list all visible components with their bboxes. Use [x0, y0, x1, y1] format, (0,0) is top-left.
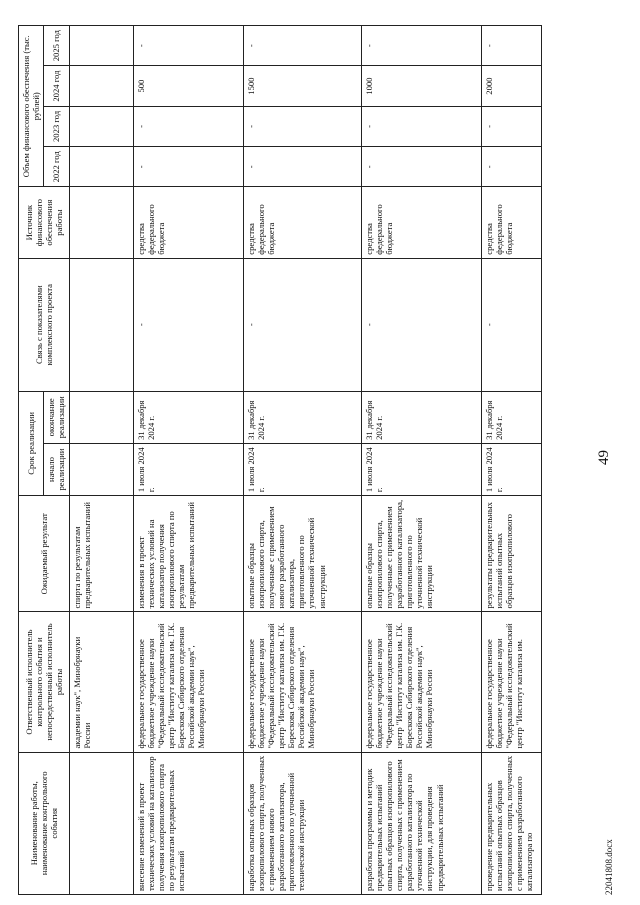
cell-2023: -: [361, 106, 481, 146]
header-end: окончание реализации: [44, 391, 69, 443]
cell-2022: -: [133, 147, 243, 187]
cell-2025: -: [481, 26, 541, 66]
header-link: Связь с показателями комплексного проекта: [19, 258, 70, 391]
cell-name: проведение предварительных испытаний опытных образцов изопропилового спирта, полученных с применением разработанного катализатора по: [481, 752, 541, 894]
cell-executor: академии наук", Минобрнауки России: [69, 612, 133, 752]
cell-2024: 1000: [361, 66, 481, 106]
cell-link: [69, 258, 133, 391]
cell-executor: федеральное государственное бюджетное учреждение науки "Федеральный исследовательский центр "Институт катализа им.: [481, 612, 541, 752]
cell-link: -: [133, 258, 243, 391]
table-row: [361, 26, 481, 895]
cell-2025: -: [133, 26, 243, 66]
cell-result: спирта по результатам предварительных испытаний: [69, 496, 133, 612]
cell-result: изменения в проект технических условий на катализатор получения изопропилового спирта по результатам предварительных испытаний: [133, 496, 243, 612]
cell-2022: -: [481, 147, 541, 187]
cell-start: 1 июля 2024 г.: [481, 443, 541, 495]
cell-2025: -: [361, 26, 481, 66]
cell-2024: 1500: [243, 66, 361, 106]
cell-2023: -: [243, 106, 361, 146]
cell-2025: [69, 26, 133, 66]
cell-2023: -: [481, 106, 541, 146]
header-start: начало реализации: [44, 443, 69, 495]
cell-2022: -: [361, 147, 481, 187]
cell-2024: [69, 66, 133, 106]
cell-2023: -: [133, 106, 243, 146]
header-2022: 2022 год: [44, 147, 69, 187]
work-plan-table: [18, 25, 542, 895]
cell-end: 31 декабря 2024 г.: [133, 391, 243, 443]
cell-executor: федеральное государственное бюджетное учреждение науки "Федеральный исследовательский центр "Институт катализа им. Г.К. Борескова Сибирского отделения Российской академии наук", Минобрнауки России: [361, 612, 481, 752]
cell-start: 1 июля 2024 г.: [243, 443, 361, 495]
cell-source: [69, 187, 133, 258]
header-result: Ожидаемый результат: [19, 496, 70, 612]
cell-source: средства федерального бюджета: [133, 187, 243, 258]
cell-link: -: [361, 258, 481, 391]
cell-link: -: [243, 258, 361, 391]
cell-result: результаты предварительных испытаний опытных образцов изопропилового: [481, 496, 541, 612]
cell-result: опытные образцы изопропилового спирта, полученные с применением нового разработанного катализатора, приготовленного по уточненной технической инструкции: [243, 496, 361, 612]
page-number: 49: [596, 450, 612, 465]
file-name: 22041808.docx: [604, 839, 614, 895]
cell-result: опытные образцы изопропилового спирта, полученные с применением разработанного катализатора, приготовленного по уточненной технической инструкции: [361, 496, 481, 612]
cell-source: средства федерального бюджета: [481, 187, 541, 258]
cell-start: [69, 443, 133, 495]
cell-2022: [69, 147, 133, 187]
header-executor: Ответственный исполнитель контрольного события и непосредственный исполнитель работы: [19, 612, 70, 752]
header-period: Срок реализации: [19, 391, 44, 495]
cell-start: 1 июля 2024 г.: [133, 443, 243, 495]
cell-end: 31 декабря 2024 г.: [481, 391, 541, 443]
cell-name: разработка программы и методик предварительных испытаний опытных образцов изопропилового спирта, полученных с применением разработанного катализатора по уточненной технической инструкции, для проведения предварительных испытаний: [361, 752, 481, 894]
cell-2024: 500: [133, 66, 243, 106]
table-row: [69, 26, 133, 895]
table-row: [481, 26, 541, 895]
cell-end: 31 декабря 2024 г.: [243, 391, 361, 443]
cell-2024: 2000: [481, 66, 541, 106]
header-2024: 2024 год: [44, 66, 69, 106]
header-2025: 2025 год: [44, 26, 69, 66]
cell-name: внесение изменений в проект технических условий на катализатор получения изопропилового спирта по результатам предварительных испытаний: [133, 752, 243, 894]
cell-end: [69, 391, 133, 443]
cell-2023: [69, 106, 133, 146]
cell-name: [69, 752, 133, 894]
table-row: [133, 26, 243, 895]
cell-source: средства федерального бюджета: [361, 187, 481, 258]
cell-link: -: [481, 258, 541, 391]
header-name: Наименование работы, наименование контрольного события: [19, 752, 70, 894]
header-volume: Объем финансового обеспечения (тыс. рублей): [19, 26, 44, 188]
header-source: Источник финансового обеспечения работы: [19, 187, 70, 258]
cell-end: 31 декабря 2024 г.: [361, 391, 481, 443]
cell-2025: -: [243, 26, 361, 66]
cell-name: наработка опытных образцов изопропилового спирта, полученных с применением нового разработанного катализатора, приготовленного по уточненной технической инструкции: [243, 752, 361, 894]
table-row: [243, 26, 361, 895]
cell-start: 1 июля 2024 г.: [361, 443, 481, 495]
header-2023: 2023 год: [44, 106, 69, 146]
cell-source: средства федерального бюджета: [243, 187, 361, 258]
cell-executor: федеральное государственное бюджетное учреждение науки "Федеральный исследовательский центр "Институт катализа им. Г.К. Борескова Сибирского отделения Российской академии наук", Минобрнауки России: [133, 612, 243, 752]
cell-2022: -: [243, 147, 361, 187]
cell-executor: федеральное государственное бюджетное учреждение науки "Федеральный исследовательский центр "Институт катализа им. Г.К. Борескова Сибирского отделения Российской академии наук", Минобрнауки России: [243, 612, 361, 752]
